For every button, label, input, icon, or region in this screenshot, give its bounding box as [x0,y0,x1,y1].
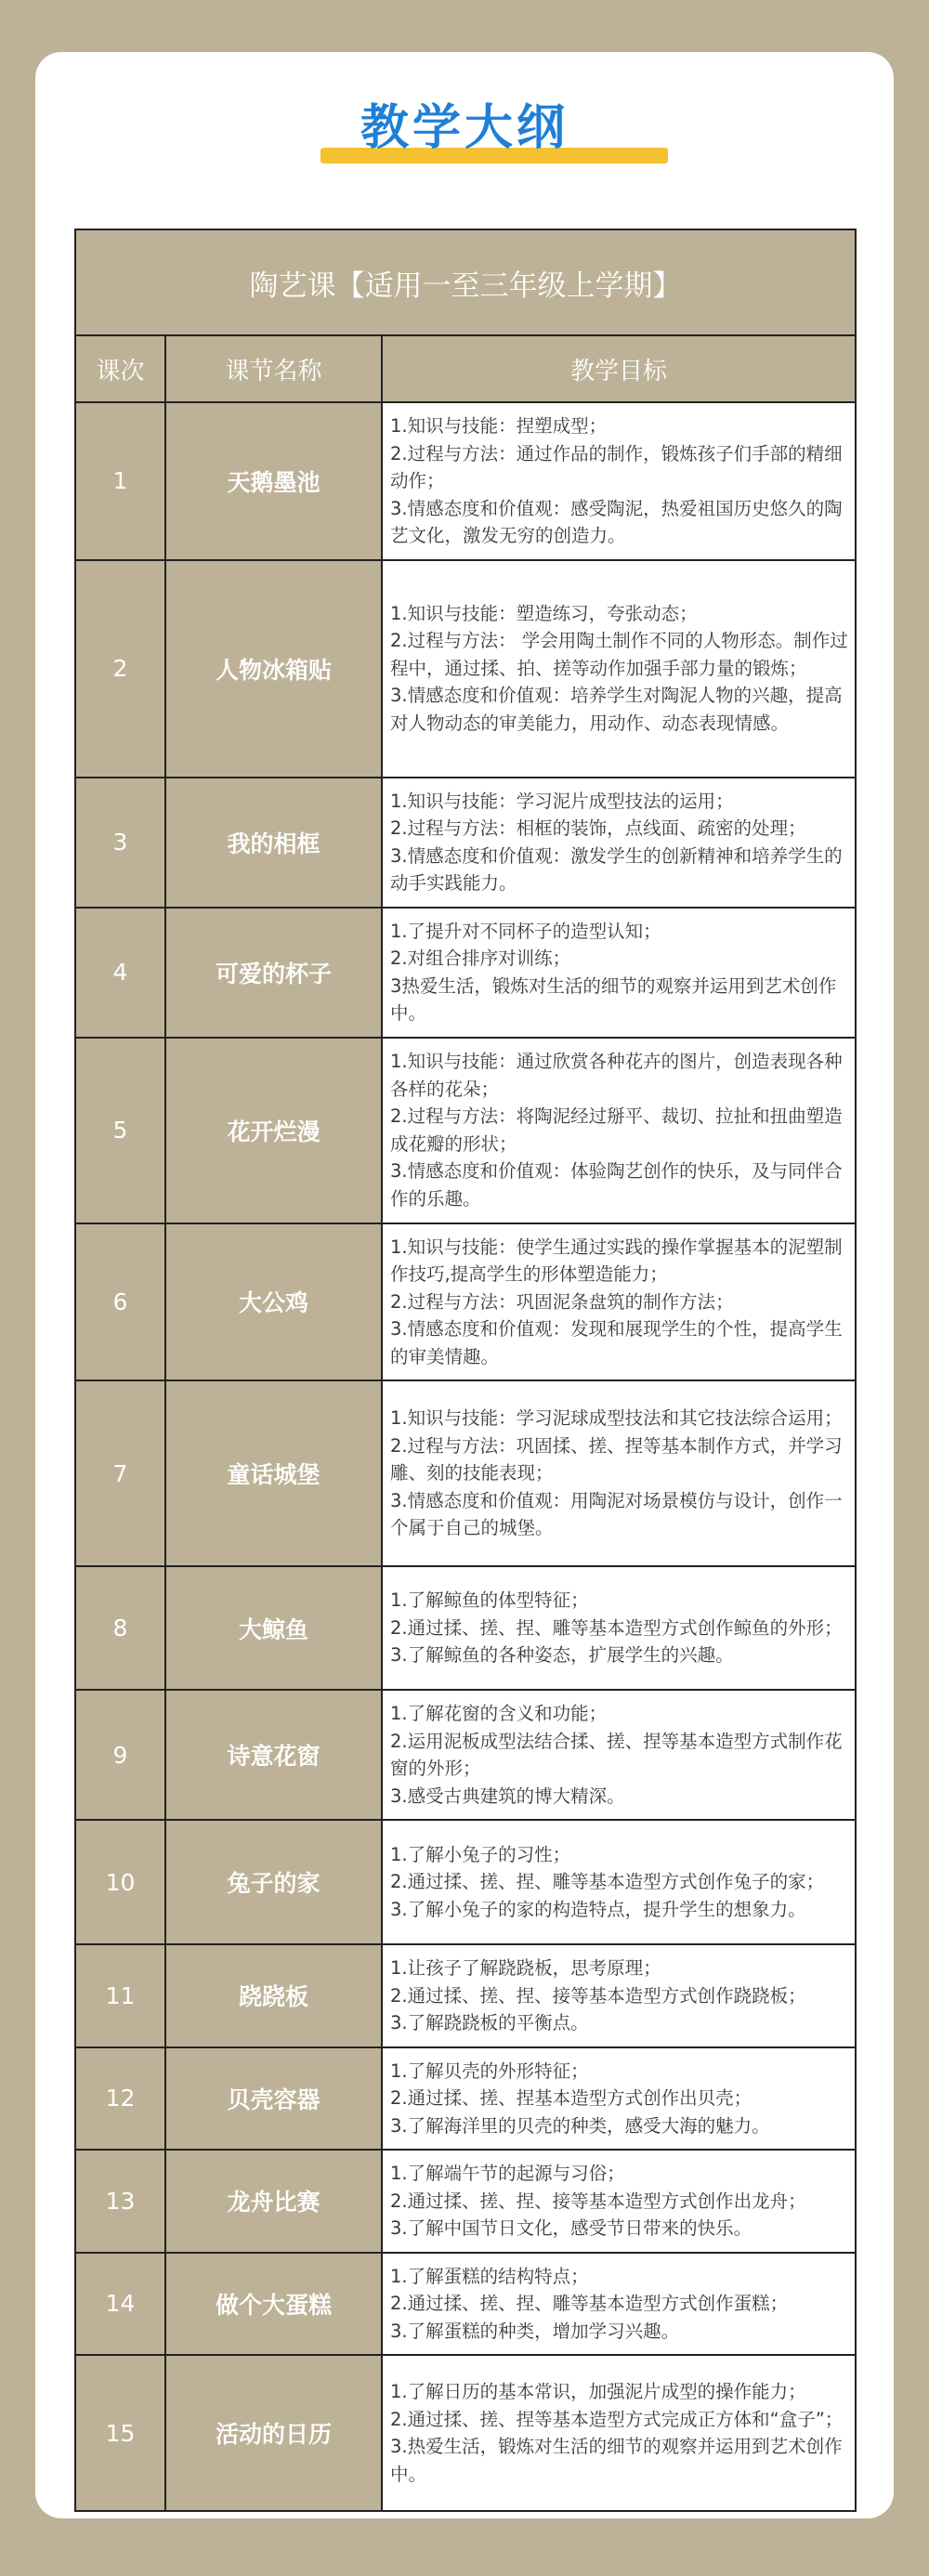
lesson-number: 11 [75,1944,165,2047]
column-header-teaching-goals: 教学目标 [382,335,856,402]
lesson-name: 兔子的家 [165,1820,382,1944]
lesson-number: 14 [75,2253,165,2356]
lesson-goals: 1.知识与技能：捏塑成型； 2.过程与方法：通过作品的制作，锻炼孩子们手部的精细动作； 3.情感态度和价值观：感受陶泥，热爱祖国历史悠久的陶艺文化，激发无穷的创造力。 [382,402,856,560]
lesson-name: 天鹅墨池 [165,402,382,560]
lesson-number: 13 [75,2150,165,2253]
lesson-goals: 1.了解日历的基本常识，加强泥片成型的操作能力； 2.通过揉、搓、捏等基本造型方式完成正方体和“盒子”； 3.热爱生活，锻炼对生活的细节的观察并运用到艺术创作中。 [382,2355,856,2511]
lesson-name: 大公鸡 [165,1223,382,1381]
table-row [75,1566,856,1690]
table-row [75,908,856,1038]
lesson-number: 8 [75,1566,165,1690]
table-row [75,560,856,778]
lesson-goals: 1.知识与技能：使学生通过实践的操作掌握基本的泥塑制作技巧,提高学生的形体塑造能力； 2.过程与方法：巩固泥条盘筑的制作方法； 3.情感态度和价值观：发现和展现学生的个性，提高学生的审美情趣。 [382,1223,856,1381]
lesson-name: 我的相框 [165,778,382,908]
lesson-number: 5 [75,1038,165,1223]
table-row [75,2355,856,2511]
lesson-name: 做个大蛋糕 [165,2253,382,2356]
lesson-number: 9 [75,1690,165,1820]
syllabus-table [74,229,857,2512]
lesson-name: 大鲸鱼 [165,1566,382,1690]
table-row [75,778,856,908]
lesson-goals: 1.了解花窗的含义和功能； 2.运用泥板成型法结合揉、搓、捏等基本造型方式制作花窗的外形； 3.感受古典建筑的博大精深。 [382,1690,856,1820]
lesson-number: 10 [75,1820,165,1944]
table-row [75,1944,856,2047]
lesson-goals: 1.了解小兔子的习性； 2.通过揉、搓、捏、雕等基本造型方式创作兔子的家； 3.了解小兔子的家的构造特点，提升学生的想象力。 [382,1820,856,1944]
table-row [75,1038,856,1223]
lesson-name: 童话城堡 [165,1380,382,1566]
lesson-name: 花开烂漫 [165,1038,382,1223]
lesson-name: 贝壳容器 [165,2047,382,2151]
lesson-goals: 1.知识与技能：通过欣赏各种花卉的图片，创造表现各种各样的花朵； 2.过程与方法：将陶泥经过掰平、裁切、拉扯和扭曲塑造成花瓣的形状； 3.情感态度和价值观：体验陶艺创作的快乐，及与同伴合作的乐趣。 [382,1038,856,1223]
table-row [75,2253,856,2356]
lesson-number: 12 [75,2047,165,2151]
lesson-name: 活动的日历 [165,2355,382,2511]
page-title: 教学大纲 [360,100,569,156]
lesson-name: 人物冰箱贴 [165,560,382,778]
lesson-number: 2 [75,560,165,778]
lesson-goals: 1.了提升对不同杯子的造型认知； 2.对组合排序对训练； 3热爱生活，锻炼对生活的细节的观察并运用到艺术创作中。 [382,908,856,1038]
lesson-goals: 1.了解贝壳的外形特征； 2.通过揉、搓、捏基本造型方式创作出贝壳； 3.了解海洋里的贝壳的种类，感受大海的魅力。 [382,2047,856,2151]
table-row [75,1380,856,1566]
lesson-goals: 1.了解蛋糕的结构特点； 2.通过揉、搓、捏、雕等基本造型方式创作蛋糕； 3.了解蛋糕的种类，增加学习兴趣。 [382,2253,856,2356]
lesson-goals: 1.知识与技能：学习泥球成型技法和其它技法综合运用； 2.过程与方法：巩固揉、搓、捏等基本制作方式，并学习雕、刻的技能表现； 3.情感态度和价值观：用陶泥对场景模仿与设计，创作一个属于自己的城堡。 [382,1380,856,1566]
syllabus-card [35,52,894,2518]
lesson-name: 诗意花窗 [165,1690,382,1820]
table-caption: 陶艺课【适用一至三年级上学期】 [75,229,856,335]
table-row [75,2047,856,2151]
lesson-goals: 1.让孩子了解跷跷板，思考原理； 2.通过揉、搓、捏、接等基本造型方式创作跷跷板； 3.了解跷跷板的平衡点。 [382,1944,856,2047]
lesson-name: 跷跷板 [165,1944,382,2047]
column-header-lesson-number: 课次 [75,335,165,402]
column-header-lesson-name: 课节名称 [165,335,382,402]
lesson-number: 7 [75,1380,165,1566]
lesson-name: 龙舟比赛 [165,2150,382,2253]
lesson-goals: 1.了解端午节的起源与习俗； 2.通过揉、搓、捏、接等基本造型方式创作出龙舟； 3.了解中国节日文化，感受节日带来的快乐。 [382,2150,856,2253]
table-row [75,1223,856,1381]
lesson-name: 可爱的杯子 [165,908,382,1038]
table-row [75,2150,856,2253]
lesson-number: 3 [75,778,165,908]
lesson-number: 6 [75,1223,165,1381]
lesson-number: 4 [75,908,165,1038]
lesson-goals: 1.了解鲸鱼的体型特征； 2.通过揉、搓、捏、雕等基本造型方式创作鲸鱼的外形； 3.了解鲸鱼的各种姿态，扩展学生的兴趣。 [382,1566,856,1690]
table-row [75,1690,856,1820]
lesson-number: 15 [75,2355,165,2511]
table-row [75,402,856,560]
table-row [75,1820,856,1944]
lesson-number: 1 [75,402,165,560]
lesson-goals: 1.知识与技能：学习泥片成型技法的运用； 2.过程与方法：相框的装饰，点线面、疏密的处理； 3.情感态度和价值观：激发学生的创新精神和培养学生的动手实践能力。 [382,778,856,908]
lesson-goals: 1.知识与技能：塑造练习，夸张动态； 2.过程与方法： 学会用陶土制作不同的人物形态。制作过程中，通过揉、拍、搓等动作加强手部力量的锻炼； 3.情感态度和价值观：培养学生对陶泥人物的兴趣，提高对人物动态的审美能力，用动作、动态表现情感。 [382,560,856,778]
